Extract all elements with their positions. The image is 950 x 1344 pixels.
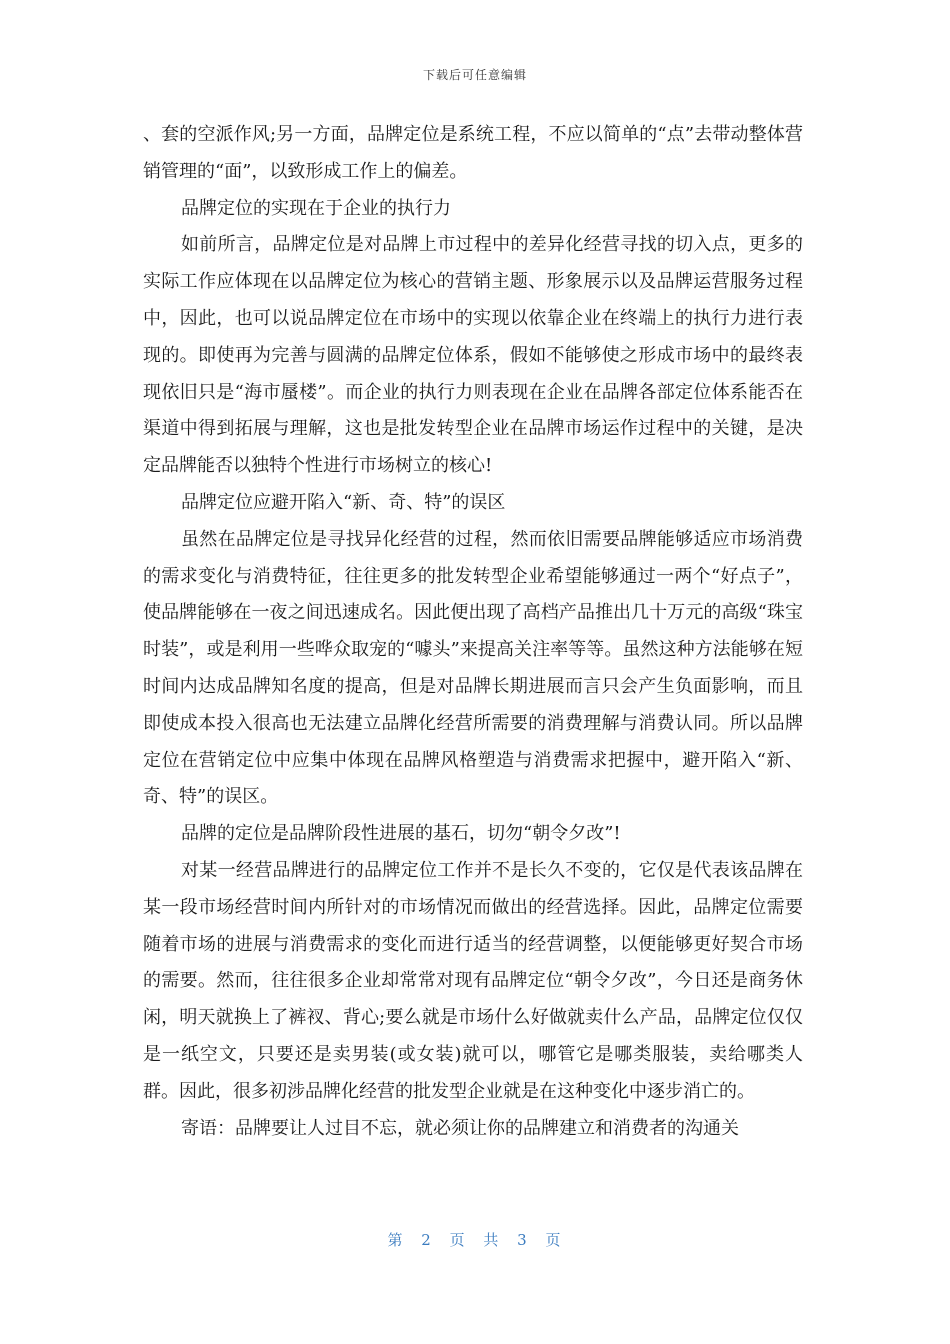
page-number-footer: 第 2 页 共 3 页 [387, 1231, 563, 1249]
document-body [143, 117, 803, 1147]
section-heading-avoid-pitfall: 品牌定位应避开陷入“新、奇、特”的误区 [181, 491, 506, 513]
section-heading-execution: 品牌定位的实现在于企业的执行力 [181, 197, 451, 219]
paragraph-3: 虽然在品牌定位是寻找异化经营的过程，然而依旧需要品牌能够适应市场消费的需求变化与消费特征，往往更多的批发转型企业希望能够通过一两个“好点子”，使品牌能够在一夜之间迅速成名。因此便出现了高档产品推出几十万元的高级“珠宝时装”，或是利用一些哗众取宠的“噱头”来提高关注率等等。虽然这种方法能够在短时间内达成品牌知名度的提高，但是对品牌长期进展而言只会产生负面影响，而且即使成本投入很高也无法建立品牌化经营所需要的消费理解与消费认同。所以品牌定位在营销定位中应集中体现在品牌风格塑造与消费需求把握中，避开陷入“新、奇、特”的误区。 [143, 528, 803, 808]
section-heading-cornerstone: 品牌的定位是品牌阶段性进展的基石，切勿“朝令夕改”! [181, 823, 621, 845]
paragraph-4: 对某一经营品牌进行的品牌定位工作并不是长久不变的，它仅是代表该品牌在某一段市场经营时间内所针对的市场情况而做出的经营选择。因此，品牌定位需要随着市场的进展与消费需求的变化而进行适当的经营调整，以便能够更好契合市场的需要。然而，往往很多企业却常常对现有品牌定位“朝令夕改”，今日还是商务休闲，明天就换上了裤衩、背心;要么就是市场什么好做就卖什么产品，品牌定位仅仅是一纸空文，只要还是卖男装(或女装)就可以，哪管它是哪类服装，卖给哪类人群。因此，很多初涉品牌化经营的批发型企业就是在这种变化中逐步消亡的。 [143, 859, 803, 1102]
paragraph-1: 、套的空派作风;另一方面，品牌定位是系统工程，不应以简单的“点”去带动整体营销管理的“面”，以致形成工作上的偏差。 [143, 124, 803, 182]
page-header: 下载后可任意编辑 [422, 68, 527, 82]
paragraph-5: 寄语：品牌要让人过目不忘，就必须让你的品牌建立和消费者的沟通关 [181, 1117, 739, 1139]
paragraph-2: 如前所言，品牌定位是对品牌上市过程中的差异化经营寻找的切入点，更多的实际工作应体现在以品牌定位为核心的营销主题、形象展示以及品牌运营服务过程中，因此，也可以说品牌定位在市场中的实现以依靠企业在终端上的执行力进行表现的。即使再为完善与圆满的品牌定位体系，假如不能够使之形成市场中的最终表现依旧只是“海市蜃楼”。而企业的执行力则表现在企业在品牌各部定位体系能否在渠道中得到拓展与理解，这也是批发转型企业在品牌市场运作过程中的关键，是决定品牌能否以独特个性进行市场树立的核心! [143, 234, 803, 477]
